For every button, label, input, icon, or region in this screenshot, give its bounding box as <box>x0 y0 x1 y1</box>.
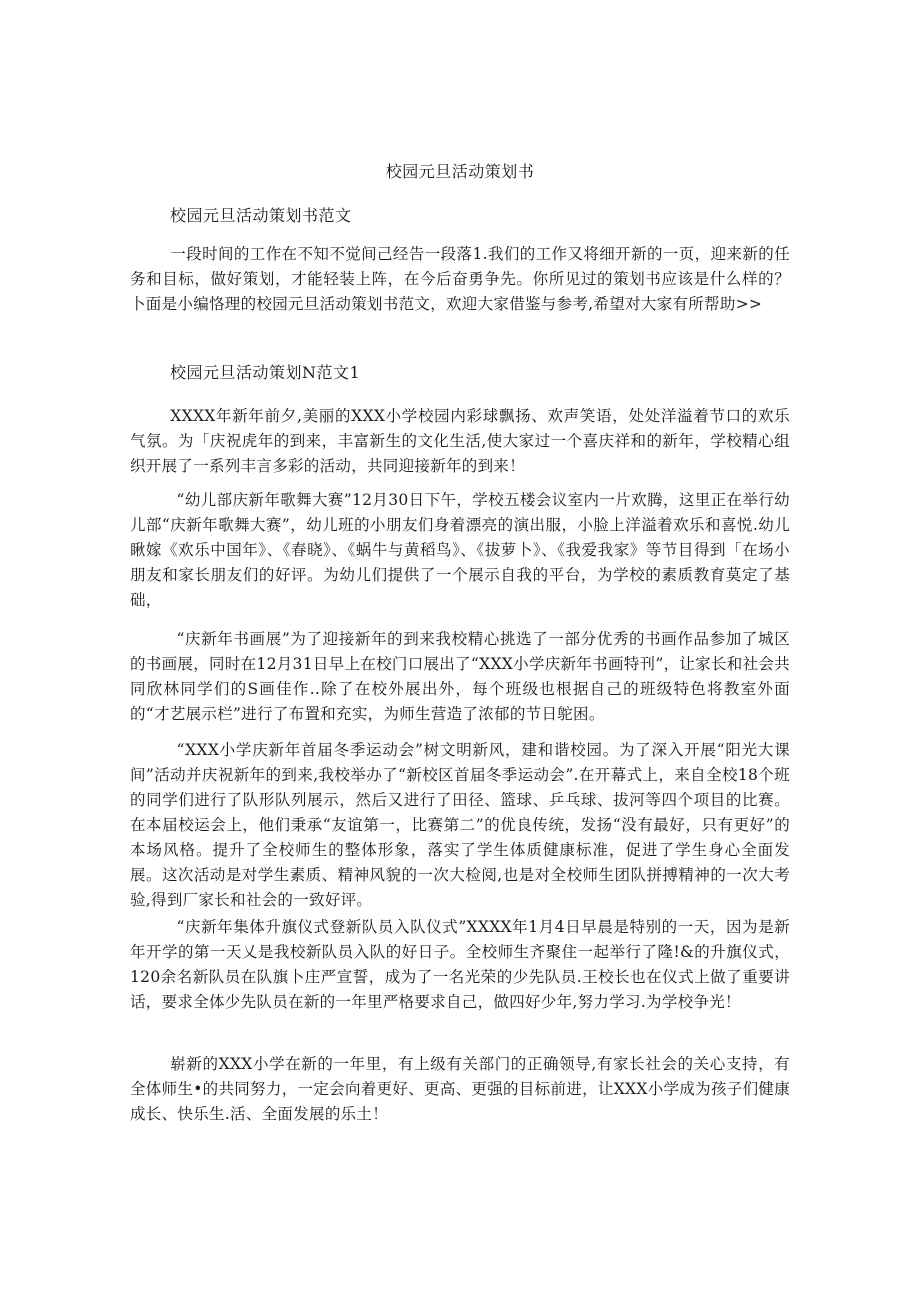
section-heading: 校园元旦活动策划N范文1 <box>170 363 361 382</box>
body-paragraph: 崭新的XXX小学在新的一年里，有上级有关部门的正确领导,有家长社会的关心支持，有全体师生•的共同努力，一定会向着更好、更高、更强的目标前进，让XXX小学成为孩子们健康成长、快乐生.活、全面发展的乐土！ <box>130 1055 790 1123</box>
body-paragraph: “XXX小学庆新年首届冬季运动会”树文明新风，建和谐校园。为了深入开展“阳光大课间”活动并庆祝新年的到来,我校举办了“新校区首届冬季运动会”.在开幕式上，来自全校18个班的同学们进行了队形队列展示，然后又进行了田径、篮球、乒乓球、拔河等四个项目的比赛。在本届校运会上，他们秉承“友谊第一，比赛第二”的优良传统，发扬“没有最好，只有更好”的本场风格。提升了全校师生的整体形象，落实了学生体质健康标准，促进了学生身心全面发展。这次活动是对学生素质、精神风貌的一次大检阅,也是对全校师生团队拼搏精神的一次大考验,得到厂家长和社会的一致好评。 <box>130 741 790 909</box>
body-paragraph: “庆新年书画展”为了迎接新年的到来我校精心挑选了一部分优秀的书画作品参加了城区的书画展，同时在12月31日早上在校门口展出了“XXX小学庆新年书画特刊”，让家长和社会共同欣林同学们的S画佳作..除了在校外展出外，每个班级也根据自己的班级特色将教室外面的“才艺展示栏”进行了布置和充实，为师生营造了浓郁的节日鸵困。 <box>130 630 790 723</box>
body-paragraph: XXXX年新年前夕,美丽的XXX小学校园内彩球飘扬、欢声笑语，处处洋溢着节口的欢乐气氛。为「庆祝虎年的到来，丰富新生的文化生活,使大家过一个喜庆祥和的新年，学校精心组织开展了一系列丰言多彩的活动，共同迎接新年的到来！ <box>130 407 790 475</box>
document-title: 校园元旦活动策划书 <box>385 162 535 181</box>
intro-paragraph: 一段时间的工作在不知不觉间己经告一段落1.我们的工作又将细开新的一页，迎来新的任务和目标，做好策划，才能轻装上阵，在今后奋勇争先。你所见过的策划书应该是什么样的？卜面是小编恪理的校园元旦活动策划书范文，欢迎大家借鉴与参考,希望对大家有所帮助>> <box>130 245 790 313</box>
document-subtitle: 校园元旦活动策划书范文 <box>170 206 352 225</box>
body-paragraph: “幼儿部庆新年歌舞大赛”12月30日下午，学校五楼会议室内一片欢腾，这里正在举行幼儿部“庆新年歌舞大赛”，幼儿班的小朋友们身着漂亮的演出服，小脸上洋溢着欢乐和喜悦.幼儿瞅嫁《欢乐中国年》、《春晓》、《蜗牛与黄稻鸟》、《拔萝卜》、《我爱我家》等节目得到「在场小朋友和家长朋友们的好评。为幼儿们提供了一个展示自我的平台，为学校的素质教育莫定了基础， <box>130 491 790 609</box>
body-paragraph: “庆新年集体升旗仪式登新队员入队仪式”XXXX年1月4日早晨是特别的一天，因为是新年开学的第一天乂是我校新队员入队的好日子。全校师生齐聚住一起举行了隆!&的升旗仪式，120余名新队员在队旗卜庄严宣誓，成为了一名光荣的少先队员.王校长也在仪式上做了重要讲话，要求全体少先队员在新的一年里严格要求自己，做四好少年,努力学习.为学校争光！ <box>130 918 790 1011</box>
